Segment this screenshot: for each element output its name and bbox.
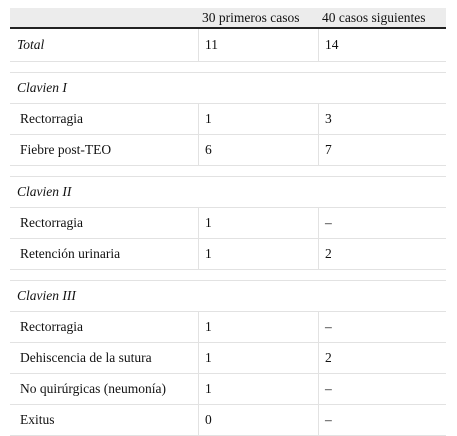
cell-next-40: 2 xyxy=(325,246,332,261)
spacer-row xyxy=(10,166,446,177)
cell-first-30: 1 xyxy=(199,239,319,269)
table-row xyxy=(10,312,446,343)
header-first-30-cases: 30 primeros casos xyxy=(202,10,300,25)
cell-first-30: 1 xyxy=(199,104,319,134)
row-label: Retención urinaria xyxy=(10,239,199,269)
section-title: Clavien I xyxy=(17,80,67,95)
table-row xyxy=(10,374,446,405)
cell-next-40: 2 xyxy=(325,350,332,365)
row-label: Exitus xyxy=(10,405,199,435)
header-next-40-cases: 40 casos siguientes xyxy=(322,10,426,25)
cell-next-40: 14 xyxy=(325,37,339,52)
row-label: Dehiscencia de la sutura xyxy=(10,343,199,373)
table-row xyxy=(10,104,446,135)
table-header xyxy=(10,8,446,29)
row-label: Rectorragia xyxy=(10,312,199,342)
table-row xyxy=(10,343,446,374)
spacer-row xyxy=(10,270,446,281)
cell-next-40: – xyxy=(325,412,332,427)
cell-first-30: 6 xyxy=(199,135,319,165)
cell-next-40: 7 xyxy=(325,142,332,157)
row-label: Rectorragia xyxy=(10,104,199,134)
row-label: Rectorragia xyxy=(10,208,199,238)
section-header-clavien-2 xyxy=(10,177,446,208)
cell-next-40: – xyxy=(325,319,332,334)
cell-first-30: 1 xyxy=(199,312,319,342)
row-label: Total xyxy=(10,29,199,61)
cell-next-40: – xyxy=(325,215,332,230)
section-title: Clavien III xyxy=(17,288,76,303)
table-row xyxy=(10,208,446,239)
spacer-row xyxy=(10,62,446,73)
row-label: Fiebre post-TEO xyxy=(10,135,199,165)
cell-first-30: 11 xyxy=(199,29,319,61)
section-header-clavien-3 xyxy=(10,281,446,312)
complications-table xyxy=(10,8,446,436)
cell-first-30: 1 xyxy=(199,208,319,238)
table-row-total xyxy=(10,29,446,62)
cell-first-30: 1 xyxy=(199,374,319,404)
section-header-clavien-1 xyxy=(10,73,446,104)
cell-first-30: 1 xyxy=(199,343,319,373)
cell-next-40: – xyxy=(325,381,332,396)
table-row xyxy=(10,135,446,166)
table-row xyxy=(10,405,446,436)
row-label: No quirúrgicas (neumonía) xyxy=(10,374,199,404)
cell-next-40: 3 xyxy=(325,111,332,126)
cell-first-30: 0 xyxy=(199,405,319,435)
section-title: Clavien II xyxy=(17,184,72,199)
table-row xyxy=(10,239,446,270)
